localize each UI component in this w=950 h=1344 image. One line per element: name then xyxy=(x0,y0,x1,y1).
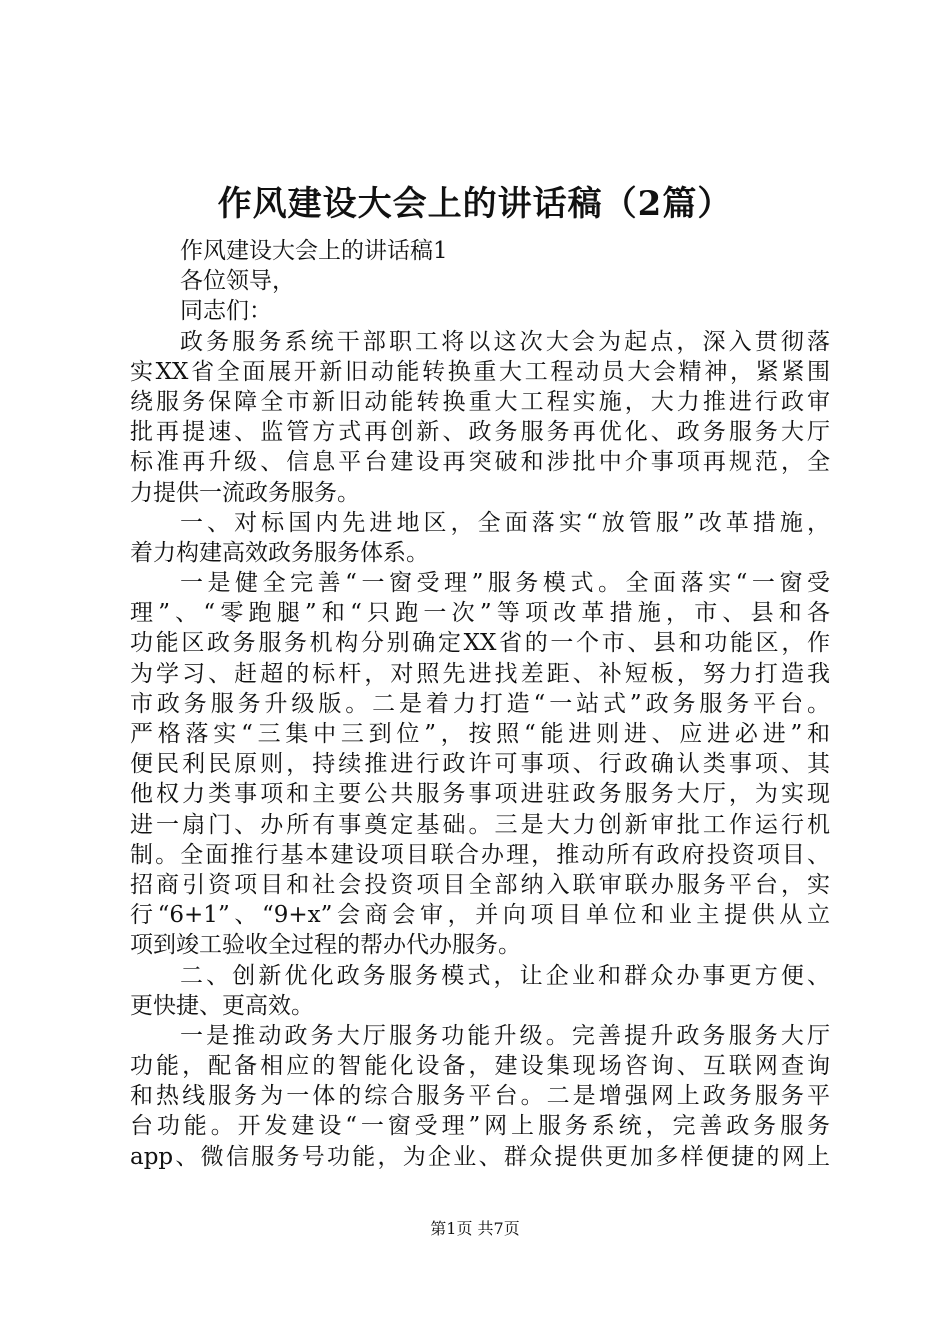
text-line: 批再提速、监管方式再创新、政务服务再优化、政务服务大厅 xyxy=(130,419,830,446)
text-line: 市政务服务升级版。二是着力打造“一站式”政务服务平台。 xyxy=(130,690,830,717)
text-line: 实XX省全面展开新旧动能转换重大工程动员大会精神，紧紧围 xyxy=(130,358,830,385)
text-line: 绕服务保障全市新旧动能转换重大工程实施，大力推进行政审 xyxy=(130,388,830,415)
text-line: 一是推动政务大厅服务功能升级。完善提升政务服务大厅 xyxy=(180,1022,830,1049)
text-line: 行“6+1”、“9+x”会商会审，并向项目单位和业主提供从立 xyxy=(130,902,830,929)
text-line: 更快捷、更高效。 xyxy=(130,992,314,1019)
page-footer: 第1页 共7页 xyxy=(430,1219,520,1238)
text-line: 项到竣工验收全过程的帮办代办服务。 xyxy=(130,932,521,959)
text-line: 一、对标国内先进地区，全面落实“放管服”改革措施， xyxy=(180,509,830,536)
text-line: 各位领导， xyxy=(180,268,295,295)
text-line: 理”、“零跑腿”和“只跑一次”等项改革措施，市、县和各 xyxy=(130,600,830,627)
text-line: 政务服务系统干部职工将以这次大会为起点，深入贯彻落 xyxy=(180,328,830,355)
text-line: 同志们： xyxy=(180,298,272,325)
text-line: 着力构建高效政务服务体系。 xyxy=(130,539,429,566)
document-body xyxy=(130,236,830,1172)
text-line: 一是健全完善“一窗受理”服务模式。全面落实“一窗受 xyxy=(180,570,830,597)
text-line: 为学习、赶超的标杆，对照先进找差距、补短板，努力打造我 xyxy=(130,660,830,687)
text-line: 力提供一流政务服务。 xyxy=(130,479,360,506)
document-title: 作风建设大会上的讲话稿（2篇） xyxy=(217,184,733,224)
text-line: 制。全面推行基本建设项目联合办理，推动所有政府投资项目、 xyxy=(130,841,830,868)
text-line: 他权力类事项和主要公共服务事项进驻政务服务大厅，为实现 xyxy=(130,781,830,808)
text-line: 功能，配备相应的智能化设备，建设集现场咨询、互联网查询 xyxy=(130,1053,830,1080)
text-line: app、微信服务号功能，为企业、群众提供更加多样便捷的网上 xyxy=(130,1143,830,1170)
text-line: 和热线服务为一体的综合服务平台。二是增强网上政务服务平 xyxy=(130,1083,830,1110)
text-line: 台功能。开发建设“一窗受理”网上服务系统，完善政务服务 xyxy=(130,1113,830,1140)
text-line: 严格落实“三集中三到位”，按照“能进则进、应进必进”和 xyxy=(130,721,830,747)
text-line: 作风建设大会上的讲话稿1 xyxy=(180,238,448,264)
text-line: 标准再升级、信息平台建设再突破和涉批中介事项再规范，全 xyxy=(130,449,830,476)
text-line: 便民利民原则，持续推进行政许可事项、行政确认类事项、其 xyxy=(130,751,830,778)
text-line: 招商引资项目和社会投资项目全部纳入联审联办服务平台，实 xyxy=(130,871,830,898)
text-line: 二、创新优化政务服务模式，让企业和群众办事更方便、 xyxy=(180,962,830,989)
text-line: 进一扇门、办所有事奠定基础。三是大力创新审批工作运行机 xyxy=(130,811,830,838)
text-line: 功能区政务服务机构分别确定XX省的一个市、县和功能区，作 xyxy=(130,630,830,657)
